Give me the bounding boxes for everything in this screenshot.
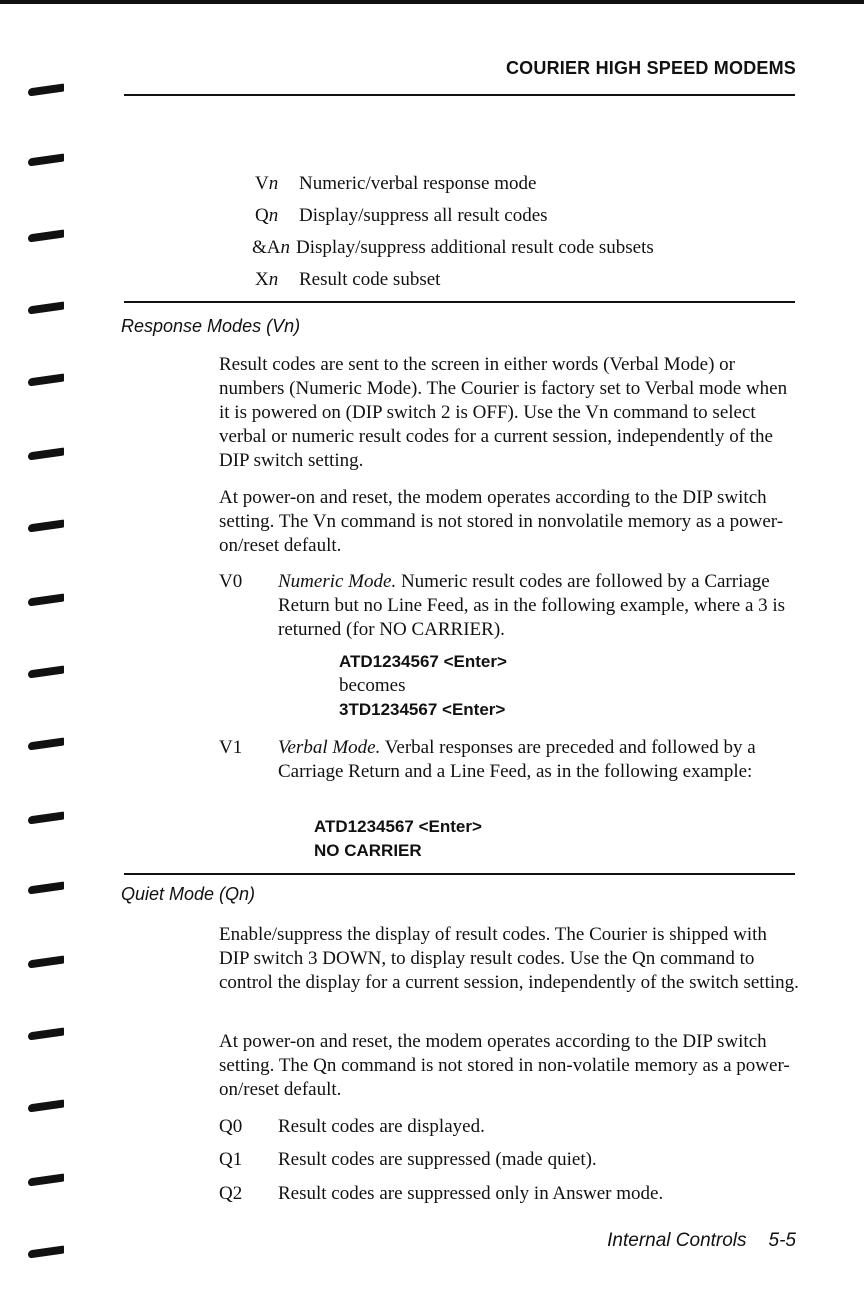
example-command: ATD1234567 <Enter> [339, 652, 507, 671]
item-label: V0 [219, 571, 243, 592]
command-code: Xn [255, 269, 279, 290]
q0-item [219, 1115, 799, 1139]
command-description: Numeric/verbal response mode [299, 173, 537, 194]
q2-item [219, 1182, 799, 1206]
item-text: Numeric Mode. Numeric result codes are followed by a Carriage Return but no Line Feed, as in the following example, where a 3 is returned (for NO CARRIER). [278, 571, 786, 640]
section-rule [124, 873, 795, 875]
section-title-quiet-mode: Quiet Mode (Qn) [121, 884, 256, 904]
binder-holes [28, 0, 68, 1296]
v1-item [219, 736, 799, 784]
item-label: Q2 [219, 1183, 243, 1204]
command-row [255, 168, 654, 200]
footer-section: Internal Controls [607, 1230, 747, 1251]
example-result: 3TD1234567 <Enter> [339, 700, 506, 719]
command-row [252, 232, 654, 264]
item-text: Result codes are displayed. [278, 1116, 485, 1137]
response-modes-paragraph-1: Result codes are sent to the screen in either words (Verbal Mode) or numbers (Numeric Mode). The Courier is factory set to Verbal mode when it is powered on (DIP switch 2 is OFF). Use the Vn command to select verbal or numeric result codes for a current session, independently of the DIP switch setting. [219, 354, 788, 471]
command-row [255, 264, 654, 296]
command-description: Display/suppress all result codes [299, 205, 548, 226]
command-row [255, 200, 654, 232]
quiet-mode-paragraph-1: Enable/suppress the display of result codes. The Courier is shipped with DIP switch 3 DOWN, to display result codes. Use the Qn command to control the display for a current session, independently of the switch setting. [219, 924, 799, 993]
item-label: V1 [219, 737, 243, 758]
command-description: Display/suppress additional result code subsets [296, 237, 654, 258]
v0-item [219, 570, 799, 642]
top-edge-rule [0, 0, 864, 4]
section-title-response-modes: Response Modes (Vn) [121, 316, 301, 336]
example-result: NO CARRIER [314, 841, 422, 860]
command-code: &An [252, 237, 290, 258]
header-rule [124, 94, 795, 96]
page-header-title: COURIER HIGH SPEED MODEMS [505, 58, 796, 78]
example-text: becomes [339, 675, 406, 696]
command-description: Result code subset [299, 269, 441, 290]
quiet-mode-paragraph-2: At power-on and reset, the modem operates according to the DIP switch setting. The Qn command is not stored in non-volatile memory as a power-on/reset default. [219, 1031, 790, 1100]
command-code: Vn [255, 173, 279, 194]
response-modes-paragraph-2: At power-on and reset, the modem operates according to the DIP switch setting. The Vn command is not stored in nonvolatile memory as a power-on/reset default. [219, 487, 784, 556]
section-rule [124, 301, 795, 303]
command-summary-list [252, 168, 654, 296]
item-text: Result codes are suppressed (made quiet). [278, 1149, 597, 1170]
item-label: Q0 [219, 1116, 243, 1137]
item-text: Result codes are suppressed only in Answer mode. [278, 1183, 664, 1204]
item-label: Q1 [219, 1149, 243, 1170]
page-number: 5-5 [768, 1230, 796, 1251]
command-code: Qn [255, 205, 279, 226]
example-command: ATD1234567 <Enter> [314, 817, 482, 836]
item-text: Verbal Mode. Verbal responses are preceded and followed by a Carriage Return and a Line Feed, as in the following example: [278, 737, 756, 782]
q1-item [219, 1148, 799, 1172]
page-footer [607, 1230, 796, 1252]
